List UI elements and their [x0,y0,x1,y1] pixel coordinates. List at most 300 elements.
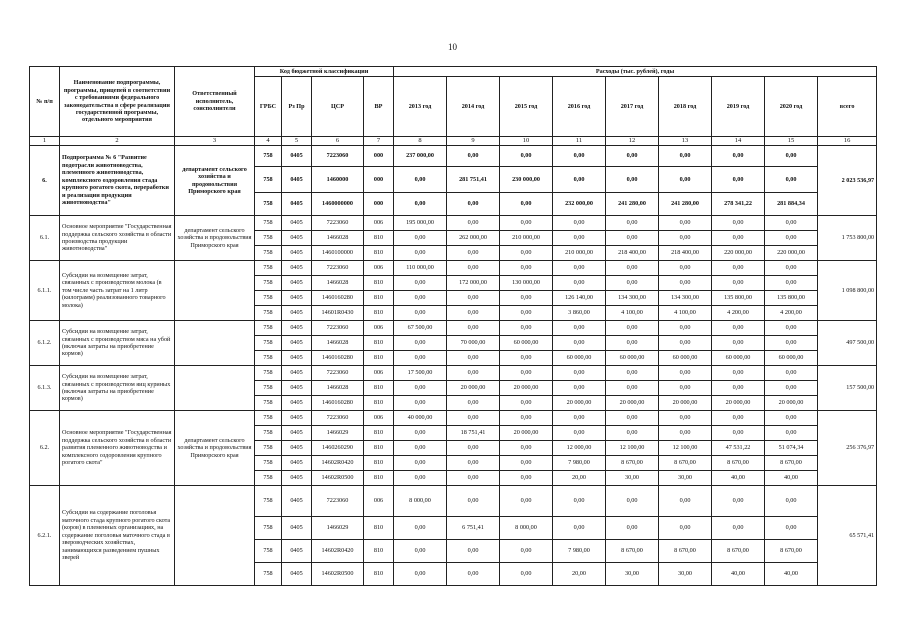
row-total: 497 500,00 [818,321,877,366]
year-value-cell: 237 000,00 [394,146,447,167]
year-value-cell: 0,00 [712,216,765,231]
year-value-cell: 0,00 [447,351,500,366]
header-year: 2015 год [500,77,553,137]
year-value-cell: 0,00 [394,336,447,351]
year-value-cell: 20,00 [553,471,606,486]
column-number: 11 [553,137,606,146]
year-value-cell: 30,00 [606,563,659,586]
year-value-cell: 0,00 [500,261,553,276]
year-value-cell: 0,00 [500,351,553,366]
vr-cell: 810 [364,246,394,261]
vr-cell: 810 [364,291,394,306]
year-value-cell: 0,00 [712,336,765,351]
grbs-cell: 758 [255,396,282,411]
vr-cell: 810 [364,426,394,441]
row-responsible [175,366,255,411]
year-value-cell: 262 000,00 [447,231,500,246]
header-name: Наименование подпрограммы, программы, прицепей в соответствии с требованиями федерального законодательства в сфере реализации государственной программы, отдельного мероприятия [60,67,175,137]
year-value-cell: 0,00 [659,321,712,336]
year-value-cell: 0,00 [447,366,500,381]
year-value-cell: 0,00 [712,321,765,336]
rzpr-cell: 0405 [282,517,312,540]
column-number: 3 [175,137,255,146]
year-value-cell: 134 300,00 [606,291,659,306]
year-value-cell: 8 000,00 [500,517,553,540]
year-value-cell: 0,00 [765,411,818,426]
year-value-cell: 0,00 [394,540,447,563]
rzpr-cell: 0405 [282,216,312,231]
grbs-cell: 758 [255,563,282,586]
row-name: Подпрограмма № 6 "Развитие подотрасли животноводства, племенного животноводства, комплексного оздоровления стада крупного рогатого скота, переработки и реализации продукции животноводства" [60,146,175,216]
year-value-cell: 0,00 [553,426,606,441]
year-value-cell: 0,00 [500,216,553,231]
csr-cell: 1460260290 [312,441,364,456]
year-value-cell: 0,00 [500,411,553,426]
year-value-cell: 0,00 [606,381,659,396]
year-value-cell: 0,00 [765,336,818,351]
year-value-cell: 0,00 [606,146,659,167]
rzpr-cell: 0405 [282,276,312,291]
year-value-cell: 0,00 [659,411,712,426]
year-value-cell: 0,00 [712,381,765,396]
year-value-cell: 40,00 [712,471,765,486]
grbs-cell: 758 [255,411,282,426]
year-value-cell: 210 000,00 [553,246,606,261]
row-number: 6. [30,146,60,216]
year-value-cell: 0,00 [659,167,712,193]
grbs-cell: 758 [255,261,282,276]
year-value-cell: 0,00 [447,456,500,471]
row-total: 1 753 800,00 [818,216,877,261]
year-value-cell: 0,00 [659,146,712,167]
year-value-cell: 17 500,00 [394,366,447,381]
row-name: Основное мероприятие "Государственная поддержка сельского хозяйства в области развития племенного животноводства и комплексного оздоровления крупного рогатого скота" [60,411,175,486]
year-value-cell: 0,00 [394,167,447,193]
year-value-cell: 0,00 [712,517,765,540]
year-value-cell: 0,00 [394,231,447,246]
year-value-cell: 0,00 [500,306,553,321]
vr-cell: 810 [364,336,394,351]
year-value-cell: 0,00 [500,321,553,336]
year-value-cell: 0,00 [500,146,553,167]
grbs-cell: 758 [255,291,282,306]
grbs-cell: 758 [255,540,282,563]
year-value-cell: 7 980,00 [553,456,606,471]
year-value-cell: 0,00 [500,246,553,261]
csr-cell: 1460160280 [312,396,364,411]
header-grbs: ГРБС [255,77,282,137]
csr-cell: 1460000000 [312,193,364,216]
year-value-cell: 40,00 [765,563,818,586]
year-value-cell: 0,00 [659,276,712,291]
grbs-cell: 758 [255,351,282,366]
column-number: 12 [606,137,659,146]
csr-cell: 14602R0500 [312,471,364,486]
csr-cell: 14602R0500 [312,563,364,586]
csr-cell: 14602R0420 [312,540,364,563]
grbs-cell: 758 [255,381,282,396]
year-value-cell: 0,00 [659,366,712,381]
year-value-cell: 0,00 [447,261,500,276]
csr-cell: 1466029 [312,517,364,540]
column-number: 1 [30,137,60,146]
grbs-cell: 758 [255,276,282,291]
csr-cell: 1460160280 [312,351,364,366]
year-value-cell: 0,00 [394,276,447,291]
year-value-cell: 0,00 [447,563,500,586]
rzpr-cell: 0405 [282,381,312,396]
year-value-cell: 4 200,00 [765,306,818,321]
row-responsible: департамент сельского хозяйства и продовольствия Приморского края [175,411,255,486]
row-name: Субсидии на возмещение затрат, связанных с производством молока (в том числе часть затрат на 1 литр (килограмм) реализованного товарного молока) [60,261,175,321]
column-number: 15 [765,137,818,146]
year-value-cell: 0,00 [659,336,712,351]
year-value-cell: 0,00 [500,563,553,586]
year-value-cell: 0,00 [712,426,765,441]
rzpr-cell: 0405 [282,471,312,486]
year-value-cell: 218 400,00 [606,246,659,261]
year-value-cell: 0,00 [447,486,500,517]
rzpr-cell: 0405 [282,563,312,586]
year-value-cell: 20,00 [553,563,606,586]
header-expenses: Расходы (тыс. рублей), годы [394,67,877,77]
column-number: 2 [60,137,175,146]
year-value-cell: 0,00 [765,426,818,441]
year-value-cell: 12 100,00 [606,441,659,456]
rzpr-cell: 0405 [282,306,312,321]
year-value-cell: 4 100,00 [659,306,712,321]
year-value-cell: 0,00 [606,167,659,193]
year-value-cell: 0,00 [765,231,818,246]
year-value-cell: 20 000,00 [606,396,659,411]
csr-cell: 7223060 [312,321,364,336]
year-value-cell: 0,00 [712,146,765,167]
year-value-cell: 0,00 [394,381,447,396]
table-row [30,216,877,231]
year-value-cell: 0,00 [553,146,606,167]
year-value-cell: 0,00 [765,486,818,517]
row-total: 65 571,41 [818,486,877,586]
rzpr-cell: 0405 [282,441,312,456]
year-value-cell: 0,00 [553,381,606,396]
year-value-cell: 134 300,00 [659,291,712,306]
year-value-cell: 8 670,00 [659,540,712,563]
year-value-cell: 12 100,00 [659,441,712,456]
year-value-cell: 0,00 [659,426,712,441]
year-value-cell: 278 341,22 [712,193,765,216]
year-value-cell: 0,00 [712,276,765,291]
rzpr-cell: 0405 [282,146,312,167]
vr-cell: 006 [364,321,394,336]
year-value-cell: 0,00 [394,441,447,456]
year-value-cell: 230 000,00 [500,167,553,193]
year-value-cell: 0,00 [447,441,500,456]
vr-cell: 006 [364,366,394,381]
year-value-cell: 281 751,41 [447,167,500,193]
year-value-cell: 0,00 [447,193,500,216]
row-total: 2 023 536,97 [818,146,877,216]
rzpr-cell: 0405 [282,193,312,216]
year-value-cell: 0,00 [394,351,447,366]
grbs-cell: 758 [255,336,282,351]
rzpr-cell: 0405 [282,351,312,366]
table-row [30,486,877,517]
vr-cell: 810 [364,563,394,586]
header-responsible: Ответственный исполнитель, соисполнители [175,67,255,137]
year-value-cell: 0,00 [712,261,765,276]
header-budget-code: Код бюджетной классификации [255,67,394,77]
csr-cell: 7223060 [312,146,364,167]
year-value-cell: 220 000,00 [712,246,765,261]
grbs-cell: 758 [255,517,282,540]
row-total: 1 098 800,00 [818,261,877,321]
column-number: 16 [818,137,877,146]
row-name: Основное мероприятие "Государственная поддержка сельского хозяйства в области производства продукции животноводства" [60,216,175,261]
vr-cell: 810 [364,381,394,396]
year-value-cell: 0,00 [606,216,659,231]
year-value-cell: 60 000,00 [500,336,553,351]
header-csr: ЦСР [312,77,364,137]
csr-cell: 1466028 [312,276,364,291]
rzpr-cell: 0405 [282,336,312,351]
year-value-cell: 135 800,00 [712,291,765,306]
grbs-cell: 758 [255,167,282,193]
year-value-cell: 241 280,00 [659,193,712,216]
year-value-cell: 0,00 [447,540,500,563]
year-value-cell: 241 280,00 [606,193,659,216]
grbs-cell: 758 [255,146,282,167]
row-number: 6.2. [30,411,60,486]
vr-cell: 006 [364,261,394,276]
year-value-cell: 0,00 [765,381,818,396]
vr-cell: 810 [364,306,394,321]
year-value-cell: 8 000,00 [394,486,447,517]
csr-cell: 1466028 [312,231,364,246]
year-value-cell: 7 980,00 [553,540,606,563]
year-value-cell: 0,00 [394,426,447,441]
budget-table [29,66,877,586]
year-value-cell: 0,00 [500,193,553,216]
year-value-cell: 0,00 [659,216,712,231]
row-responsible [175,486,255,586]
year-value-cell: 0,00 [553,336,606,351]
column-number: 6 [312,137,364,146]
year-value-cell: 126 140,00 [553,291,606,306]
year-value-cell: 0,00 [500,471,553,486]
year-value-cell: 0,00 [394,396,447,411]
year-value-cell: 8 670,00 [659,456,712,471]
year-value-cell: 3 860,00 [553,306,606,321]
year-value-cell: 0,00 [500,486,553,517]
header-year: 2017 год [606,77,659,137]
year-value-cell: 20 000,00 [447,381,500,396]
year-value-cell: 12 000,00 [553,441,606,456]
csr-cell: 1466028 [312,336,364,351]
grbs-cell: 758 [255,216,282,231]
year-value-cell: 30,00 [606,471,659,486]
year-value-cell: 110 000,00 [394,261,447,276]
row-number: 6.1.2. [30,321,60,366]
header-year: 2014 год [447,77,500,137]
year-value-cell: 0,00 [659,486,712,517]
column-number: 9 [447,137,500,146]
rzpr-cell: 0405 [282,246,312,261]
row-name: Субсидии на содержание поголовья маточного стада крупного рогатого скота (коров) в племенных организациях, на содержание поголовья маточного стада в звероводческих хозяйствах, занимающихся разведением пушных зверей [60,486,175,586]
table-row [30,261,877,276]
vr-cell: 810 [364,471,394,486]
year-value-cell: 0,00 [553,216,606,231]
year-value-cell: 0,00 [659,381,712,396]
year-value-cell: 67 500,00 [394,321,447,336]
year-value-cell: 0,00 [606,321,659,336]
year-value-cell: 0,00 [394,306,447,321]
year-value-cell: 0,00 [553,321,606,336]
csr-cell: 14602R0420 [312,456,364,471]
year-value-cell: 20 000,00 [500,426,553,441]
year-value-cell: 232 000,00 [553,193,606,216]
year-value-cell: 20 000,00 [712,396,765,411]
year-value-cell: 0,00 [447,291,500,306]
grbs-cell: 758 [255,366,282,381]
vr-cell: 006 [364,411,394,426]
grbs-cell: 758 [255,193,282,216]
year-value-cell: 0,00 [447,321,500,336]
year-value-cell: 0,00 [394,517,447,540]
rzpr-cell: 0405 [282,486,312,517]
year-value-cell: 20 000,00 [553,396,606,411]
column-number: 14 [712,137,765,146]
year-value-cell: 51 074,34 [765,441,818,456]
year-value-cell: 0,00 [553,231,606,246]
year-value-cell: 8 670,00 [765,456,818,471]
grbs-cell: 758 [255,321,282,336]
year-value-cell: 0,00 [765,216,818,231]
rzpr-cell: 0405 [282,456,312,471]
year-value-cell: 0,00 [394,246,447,261]
year-value-cell: 8 670,00 [606,456,659,471]
year-value-cell: 0,00 [765,276,818,291]
year-value-cell: 0,00 [447,471,500,486]
year-value-cell: 4 200,00 [712,306,765,321]
year-value-cell: 0,00 [500,291,553,306]
header-year: 2018 год [659,77,712,137]
row-number: 6.1. [30,216,60,261]
header-year: 2013 год [394,77,447,137]
year-value-cell: 0,00 [606,411,659,426]
year-value-cell: 20 000,00 [659,396,712,411]
vr-cell: 810 [364,231,394,246]
year-value-cell: 60 000,00 [765,351,818,366]
page-number: 10 [448,42,457,52]
year-value-cell: 0,00 [606,426,659,441]
vr-cell: 810 [364,276,394,291]
year-value-cell: 40 000,00 [394,411,447,426]
grbs-cell: 758 [255,246,282,261]
vr-cell: 810 [364,351,394,366]
csr-cell: 1466028 [312,381,364,396]
header-vr: ВР [364,77,394,137]
year-value-cell: 60 000,00 [553,351,606,366]
column-number: 10 [500,137,553,146]
year-value-cell: 8 670,00 [765,540,818,563]
rzpr-cell: 0405 [282,261,312,276]
table-row [30,411,877,426]
row-responsible: департамент сельского хозяйства и продовольствия Приморского края [175,216,255,261]
grbs-cell: 758 [255,426,282,441]
year-value-cell: 0,00 [553,411,606,426]
year-value-cell: 0,00 [765,321,818,336]
year-value-cell: 0,00 [447,246,500,261]
year-value-cell: 4 100,00 [606,306,659,321]
year-value-cell: 40,00 [712,563,765,586]
year-value-cell: 20 000,00 [500,381,553,396]
csr-cell: 1466029 [312,426,364,441]
rzpr-cell: 0405 [282,167,312,193]
year-value-cell: 0,00 [659,261,712,276]
year-value-cell: 40,00 [765,471,818,486]
vr-cell: 810 [364,540,394,563]
table-row [30,146,877,167]
year-value-cell: 0,00 [606,261,659,276]
table-row [30,366,877,381]
year-value-cell: 0,00 [553,366,606,381]
year-value-cell: 30,00 [659,471,712,486]
year-value-cell: 30,00 [659,563,712,586]
rzpr-cell: 0405 [282,291,312,306]
year-value-cell: 18 751,41 [447,426,500,441]
year-value-cell: 172 000,00 [447,276,500,291]
csr-cell: 14601R0430 [312,306,364,321]
year-value-cell: 0,00 [500,366,553,381]
vr-cell: 810 [364,517,394,540]
csr-cell: 1460000 [312,167,364,193]
rzpr-cell: 0405 [282,231,312,246]
header-num: № п/п [30,67,60,137]
year-value-cell: 0,00 [606,231,659,246]
vr-cell: 810 [364,396,394,411]
column-number: 7 [364,137,394,146]
rzpr-cell: 0405 [282,366,312,381]
year-value-cell: 0,00 [553,486,606,517]
year-value-cell: 20 000,00 [765,396,818,411]
year-value-cell: 0,00 [553,517,606,540]
grbs-cell: 758 [255,306,282,321]
year-value-cell: 0,00 [553,167,606,193]
row-responsible [175,261,255,321]
header-year: 2020 год [765,77,818,137]
rzpr-cell: 0405 [282,540,312,563]
year-value-cell: 0,00 [447,411,500,426]
grbs-cell: 758 [255,471,282,486]
year-value-cell: 47 531,22 [712,441,765,456]
vr-cell: 006 [364,216,394,231]
csr-cell: 7223060 [312,261,364,276]
year-value-cell: 6 751,41 [447,517,500,540]
year-value-cell: 281 884,34 [765,193,818,216]
vr-cell: 810 [364,456,394,471]
year-value-cell: 60 000,00 [659,351,712,366]
row-responsible [175,321,255,366]
vr-cell: 006 [364,486,394,517]
year-value-cell: 0,00 [500,396,553,411]
year-value-cell: 0,00 [712,486,765,517]
row-name: Субсидии на возмещение затрат, связанных с производством мяса на убой (включая затраты на приобретение кормов) [60,321,175,366]
row-number: 6.1.1. [30,261,60,321]
table-row [30,321,877,336]
year-value-cell: 130 000,00 [500,276,553,291]
year-value-cell: 0,00 [394,563,447,586]
year-value-cell: 0,00 [394,456,447,471]
